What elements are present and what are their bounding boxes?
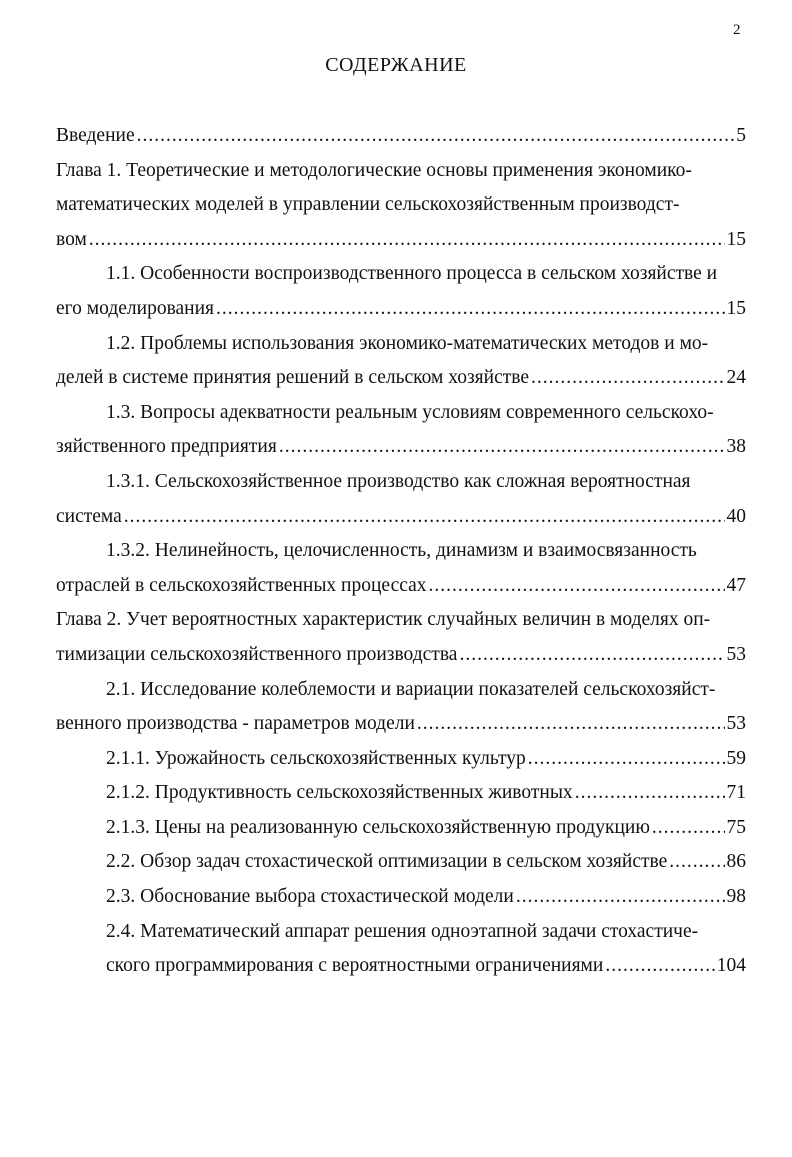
toc-entry-chapter-2[interactable] [56, 638, 746, 673]
toc-entry-text: 2.1.3. Цены на реализованную сельскохозяйственную продукцию [106, 816, 650, 838]
toc-entry-2-2[interactable] [56, 845, 746, 880]
toc-entry-2-1-2[interactable] [56, 776, 746, 811]
toc-entry-text: Глава 2. Учет вероятностных характеристик случайных величин в моделях оп- [56, 609, 711, 631]
toc-entry-text: зяйственного предприятия [56, 436, 277, 458]
toc-entry-text: Введение [56, 125, 135, 146]
toc-entry-chapter-2-line-1 [56, 603, 746, 638]
toc-page-number: 71 [726, 782, 746, 804]
leader-dots [429, 569, 725, 604]
toc-page-number: 15 [726, 297, 746, 319]
toc-entry-2-1-line-1 [56, 673, 746, 708]
toc-entry-1-3-1[interactable] [56, 500, 746, 535]
toc-entry-chapter-1-line-2 [56, 188, 746, 223]
leader-dots [669, 845, 724, 880]
table-of-contents [56, 119, 746, 984]
toc-entry-text: его моделирования [56, 297, 215, 319]
toc-entry-2-1-3[interactable] [56, 811, 746, 846]
toc-entry-introduction[interactable] [56, 119, 746, 154]
toc-entry-2-1-1[interactable] [56, 742, 746, 777]
toc-entry-text: система [56, 505, 122, 527]
toc-entry-1-3-1-line-1 [56, 465, 746, 500]
toc-entry-1-3-2[interactable] [56, 569, 746, 604]
toc-entry-text: тимизации сельскохозяйственного производства [56, 643, 458, 665]
toc-page-number: 53 [726, 643, 746, 665]
toc-entry-text: делей в системе принятия решений в сельском хозяйстве [56, 367, 530, 389]
toc-entry-1-2[interactable] [56, 361, 746, 396]
toc-entry-text: 2.1.1. Урожайность сельскохозяйственных культур [106, 747, 526, 769]
toc-entry-text: 1.3.2. Нелинейность, целочисленность, динамизм и взаимосвязанность [106, 540, 697, 562]
toc-entry-chapter-1[interactable] [56, 223, 746, 258]
leader-dots [459, 638, 724, 673]
toc-page-number: 38 [726, 436, 746, 458]
toc-entry-text: 2.1.2. Продуктивность сельскохозяйственных животных [106, 782, 573, 804]
toc-entry-text: 2.2. Обзор задач стохастической оптимизации в сельском хозяйстве [106, 851, 668, 873]
toc-page-number: 40 [726, 505, 746, 527]
toc-entry-1-3-2-line-1 [56, 534, 746, 569]
leader-dots [137, 119, 735, 154]
toc-entry-1-3-line-1 [56, 396, 746, 431]
leader-dots [652, 811, 725, 846]
toc-entry-2-4-line-1 [56, 915, 746, 950]
leader-dots [528, 742, 725, 777]
toc-entry-2-3[interactable] [56, 880, 746, 915]
toc-page-number: 53 [726, 713, 746, 735]
page-number: 2 [733, 22, 741, 38]
page-title: СОДЕРЖАНИЕ [325, 54, 467, 76]
leader-dots [531, 361, 724, 396]
toc-page-number: 75 [726, 816, 746, 838]
toc-page-number: 86 [726, 851, 746, 873]
toc-entry-text: 1.1. Особенности воспроизводственного процесса в сельском хозяйстве и [106, 263, 718, 285]
toc-entry-2-1[interactable] [56, 707, 746, 742]
toc-page-number: 59 [726, 747, 746, 769]
toc-page-number: 5 [736, 125, 746, 146]
leader-dots [216, 292, 724, 327]
leader-dots [124, 500, 725, 535]
toc-entry-text: 1.3. Вопросы адекватности реальным условиям современного сельскохо- [106, 401, 714, 423]
toc-page-number: 104 [716, 955, 746, 977]
toc-entry-1-2-line-1 [56, 327, 746, 362]
toc-entry-text: венного производства - параметров модели [56, 713, 415, 735]
toc-entry-text: отраслей в сельскохозяйственных процессах [56, 574, 427, 596]
toc-entry-chapter-1-line-1 [56, 154, 746, 189]
leader-dots [575, 776, 725, 811]
toc-entry-text: ского программирования с вероятностными ограничениями [106, 955, 604, 977]
toc-entry-2-4[interactable] [56, 949, 746, 984]
toc-entry-1-1[interactable] [56, 292, 746, 327]
toc-entry-1-3[interactable] [56, 430, 746, 465]
leader-dots [605, 949, 714, 984]
toc-page-number: 98 [726, 886, 746, 908]
toc-page-number: 15 [726, 228, 746, 250]
toc-entry-text: Глава 1. Теоретические и методологические основы применения экономико- [56, 159, 692, 181]
leader-dots [279, 430, 725, 465]
toc-page-number: 24 [726, 367, 746, 389]
toc-entry-text: вом [56, 228, 87, 250]
toc-entry-1-1-line-1 [56, 257, 746, 292]
toc-entry-text: 2.4. Математический аппарат решения одноэтапной задачи стохастиче- [106, 920, 699, 942]
toc-entry-text: 1.3.1. Сельскохозяйственное производство как сложная вероятностная [106, 470, 691, 492]
leader-dots [417, 707, 725, 742]
toc-entry-text: математических моделей в управлении сельскохозяйственным производст- [56, 194, 680, 216]
leader-dots [89, 223, 725, 258]
leader-dots [516, 880, 725, 915]
toc-entry-text: 2.3. Обоснование выбора стохастической модели [106, 886, 514, 908]
toc-page-number: 47 [726, 574, 746, 596]
toc-entry-text: 2.1. Исследование колеблемости и вариации показателей сельскохозяйст- [106, 678, 716, 700]
toc-entry-text: 1.2. Проблемы использования экономико-математических методов и мо- [106, 332, 709, 354]
